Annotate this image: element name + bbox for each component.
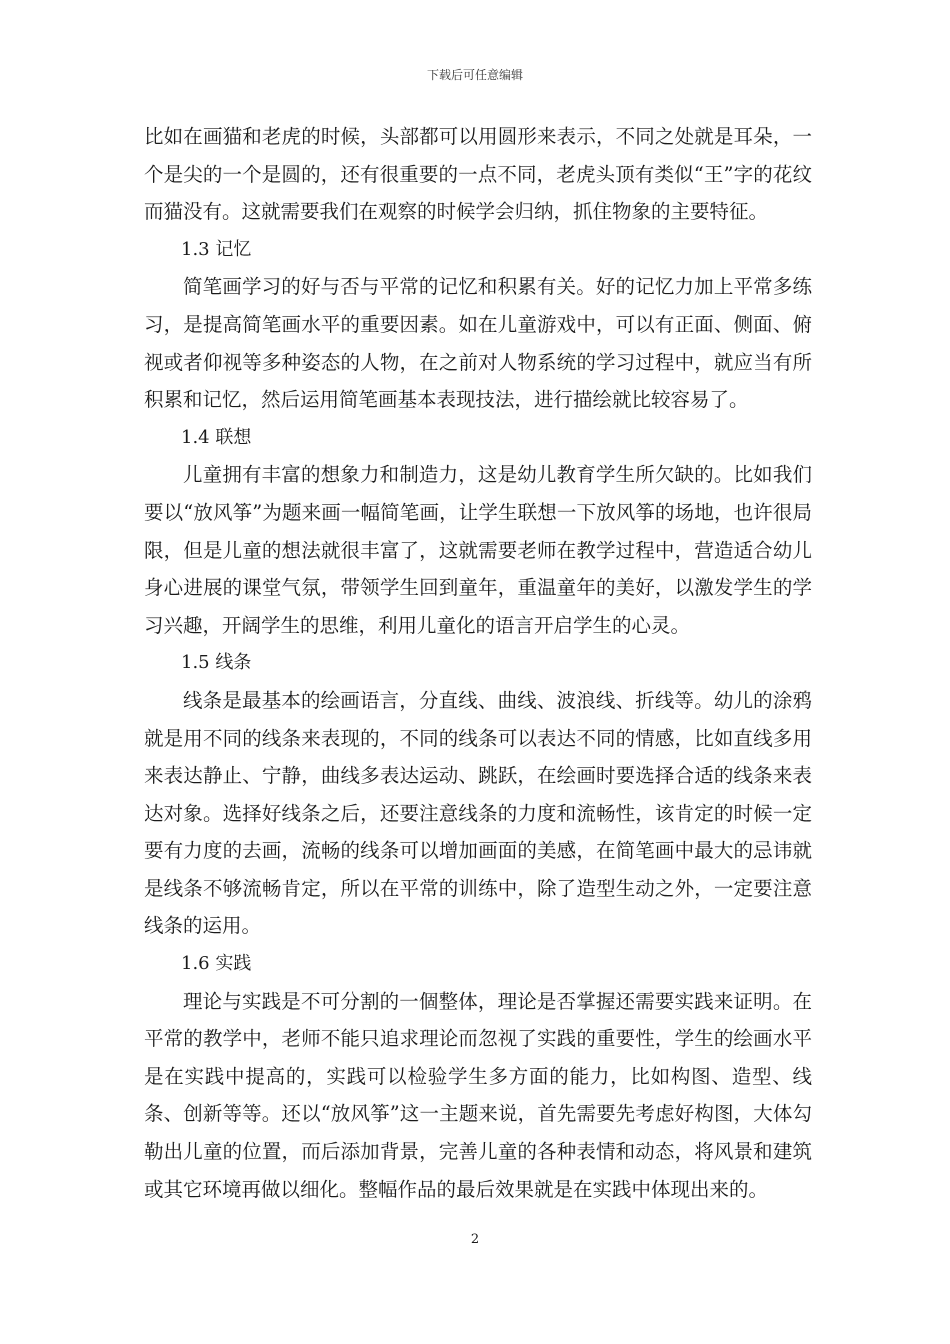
paragraph-memory: 简笔画学习的好与否与平常的记忆和积累有关。好的记忆力加上平常多练习，是提高简笔画水平的重要因素。如在儿童游戏中，可以有正面、侧面、俯视或者仰视等多种姿态的人物，在之前对人物系统的学习过程中，就应当有所积累和记忆，然后运用简笔画基本表现技法，进行描绘就比较容易了。 [144,275,812,412]
section-heading-memory: 1.3 记忆 [181,238,252,260]
section-heading-practice: 1.6 实践 [181,953,252,975]
paragraph-practice: 理论与实践是不可分割的一個整体，理论是否掌握还需要实践来证明。在平常的教学中，老师不能只追求理论而忽视了实践的重要性，学生的绘画水平是在实践中提高的，实践可以检验学生多方面的能力，比如构图、造型、线条、创新等等。还以“放风筝”这一主题来说，首先需要先考虑好构图，大体勾勒出儿童的位置，而后添加背景，完善儿童的各种表情和动态，将风景和建筑或其它环境再做以细化。整幅作品的最后效果就是在实践中体现出来的。 [144,989,812,1201]
section-heading-association: 1.4 联想 [181,426,252,448]
page-header: 下载后可任意编辑 [426,68,523,82]
paragraph-lines: 线条是最基本的绘画语言，分直线、曲线、波浪线、折线等。幼儿的涂鸦就是用不同的线条来表现的，不同的线条可以表达不同的情感，比如直线多用来表达静止、宁静，曲线多表达运动、跳跃，在绘画时要选择合适的线条来表达对象。选择好线条之后，还要注意线条的力度和流畅性，该肯定的时候一定要有力度的去画，流畅的线条可以增加画面的美感，在简笔画中最大的忌讳就是线条不够流畅肯定，所以在平常的训练中，除了造型生动之外，一定要注意线条的运用。 [144,688,812,938]
page-number: 2 [470,1232,480,1247]
document-body [144,118,812,1208]
section-heading-lines: 1.5 线条 [181,652,252,674]
paragraph-continued: 比如在画猫和老虎的时候，头部都可以用圆形来表示，不同之处就是耳朵，一个是尖的一个是圆的，还有很重要的一点不同，老虎头顶有类似“王”字的花纹而猫没有。这就需要我们在观察的时候学会归纳，抓住物象的主要特征。 [144,125,812,224]
paragraph-association: 儿童拥有丰富的想象力和制造力，这是幼儿教育学生所欠缺的。比如我们要以“放风筝”为题来画一幅简笔画，让学生联想一下放风筝的场地，也许很局限，但是儿童的想法就很丰富了，这就需要老师在教学过程中，营造适合幼儿身心进展的课堂气氛，带领学生回到童年，重温童年的美好，以激发学生的学习兴趣，开阔学生的思维，利用儿童化的语言开启学生的心灵。 [144,463,812,637]
